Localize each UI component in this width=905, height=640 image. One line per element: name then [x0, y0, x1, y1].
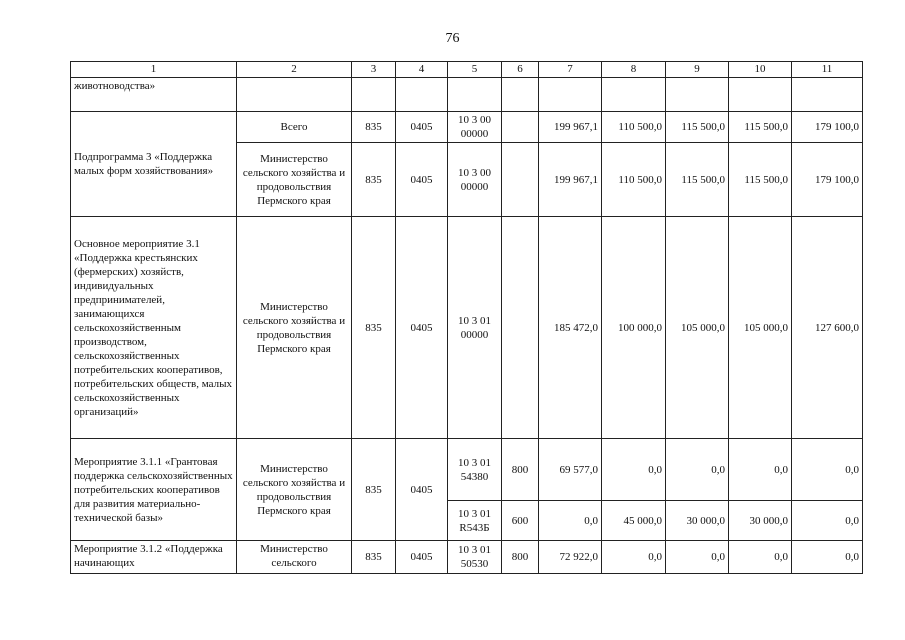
amount-cell: 115 500,0 [729, 112, 792, 143]
target-code-cell: 10 3 01 00000 [448, 217, 502, 439]
amount-cell: 0,0 [729, 439, 792, 501]
admin-code-cell: 835 [352, 541, 396, 574]
expense-type-cell: 600 [502, 501, 539, 541]
amount-cell: 199 967,1 [539, 112, 602, 143]
column-number-row [71, 62, 863, 78]
target-code-cell: 10 3 01 54380 [448, 439, 502, 501]
empty-cell [539, 78, 602, 112]
budget-table [70, 61, 863, 574]
amount-cell: 69 577,0 [539, 439, 602, 501]
amount-cell: 72 922,0 [539, 541, 602, 574]
column-header: 11 [792, 62, 863, 78]
table-row [71, 439, 863, 501]
amount-cell: 185 472,0 [539, 217, 602, 439]
empty-cell [448, 78, 502, 112]
amount-cell: 115 500,0 [666, 143, 729, 217]
executor-cell: Министерство сельского хозяйства и продовольствия Пермского края [237, 439, 352, 541]
expense-type-cell [502, 143, 539, 217]
target-code-cell: 10 3 01 50530 [448, 541, 502, 574]
expense-type-cell: 800 [502, 439, 539, 501]
program-item-name: Подпрограмма 3 «Поддержка малых форм хозяйствования» [71, 112, 237, 217]
amount-cell: 127 600,0 [792, 217, 863, 439]
executor-cell: Министерство сельского [237, 541, 352, 574]
amount-cell: 30 000,0 [666, 501, 729, 541]
expense-type-cell: 800 [502, 541, 539, 574]
program-item-name: Мероприятие 3.1.2 «Поддержка начинающих [71, 541, 237, 574]
amount-cell: 0,0 [666, 439, 729, 501]
empty-cell [502, 78, 539, 112]
table-row [71, 217, 863, 439]
amount-cell: 0,0 [539, 501, 602, 541]
amount-cell: 30 000,0 [729, 501, 792, 541]
column-header: 3 [352, 62, 396, 78]
section-code-cell: 0405 [396, 217, 448, 439]
empty-cell [792, 78, 863, 112]
admin-code-cell: 835 [352, 439, 396, 541]
section-code-cell: 0405 [396, 541, 448, 574]
executor-cell: Министерство сельского хозяйства и продовольствия Пермского края [237, 217, 352, 439]
expense-type-cell [502, 112, 539, 143]
table-row [71, 112, 863, 143]
executor-cell: Министерство сельского хозяйства и продовольствия Пермского края [237, 143, 352, 217]
table-row [71, 78, 863, 112]
amount-cell: 199 967,1 [539, 143, 602, 217]
target-code-cell: 10 3 00 00000 [448, 112, 502, 143]
amount-cell: 105 000,0 [729, 217, 792, 439]
column-header: 4 [396, 62, 448, 78]
amount-cell: 105 000,0 [666, 217, 729, 439]
amount-cell: 0,0 [602, 541, 666, 574]
expense-type-cell [502, 217, 539, 439]
empty-cell [237, 78, 352, 112]
admin-code-cell: 835 [352, 217, 396, 439]
admin-code-cell: 835 [352, 112, 396, 143]
amount-cell: 179 100,0 [792, 112, 863, 143]
amount-cell: 0,0 [792, 501, 863, 541]
program-item-name: Мероприятие 3.1.1 «Грантовая поддержка сельскохозяйственных потребительских кооперативов для развития материально-технической базы» [71, 439, 237, 541]
admin-code-cell: 835 [352, 143, 396, 217]
amount-cell: 110 500,0 [602, 143, 666, 217]
column-header: 9 [666, 62, 729, 78]
section-code-cell: 0405 [396, 112, 448, 143]
column-header: 2 [237, 62, 352, 78]
executor-cell: Всего [237, 112, 352, 143]
program-item-name: животноводства» [71, 78, 237, 112]
empty-cell [352, 78, 396, 112]
target-code-cell: 10 3 00 00000 [448, 143, 502, 217]
empty-cell [666, 78, 729, 112]
column-header: 8 [602, 62, 666, 78]
amount-cell: 0,0 [729, 541, 792, 574]
amount-cell: 115 500,0 [729, 143, 792, 217]
section-code-cell: 0405 [396, 439, 448, 541]
column-header: 6 [502, 62, 539, 78]
empty-cell [729, 78, 792, 112]
amount-cell: 115 500,0 [666, 112, 729, 143]
column-header: 1 [71, 62, 237, 78]
column-header: 5 [448, 62, 502, 78]
empty-cell [396, 78, 448, 112]
section-code-cell: 0405 [396, 143, 448, 217]
column-header: 10 [729, 62, 792, 78]
page-number: 76 [445, 31, 460, 46]
amount-cell: 100 000,0 [602, 217, 666, 439]
target-code-cell: 10 3 01 R543Б [448, 501, 502, 541]
amount-cell: 110 500,0 [602, 112, 666, 143]
column-header: 7 [539, 62, 602, 78]
empty-cell [602, 78, 666, 112]
amount-cell: 179 100,0 [792, 143, 863, 217]
amount-cell: 0,0 [602, 439, 666, 501]
table-row [71, 541, 863, 574]
amount-cell: 45 000,0 [602, 501, 666, 541]
amount-cell: 0,0 [666, 541, 729, 574]
amount-cell: 0,0 [792, 541, 863, 574]
amount-cell: 0,0 [792, 439, 863, 501]
program-item-name: Основное мероприятие 3.1 «Поддержка крестьянских (фермерских) хозяйств, индивидуальных предпринимателей, занимающихся сельскохозяйственным производством, сельскохозяйственных потребительских кооперативов, потребительских обществ, малых сельскохозяйственных организаций» [71, 217, 237, 439]
